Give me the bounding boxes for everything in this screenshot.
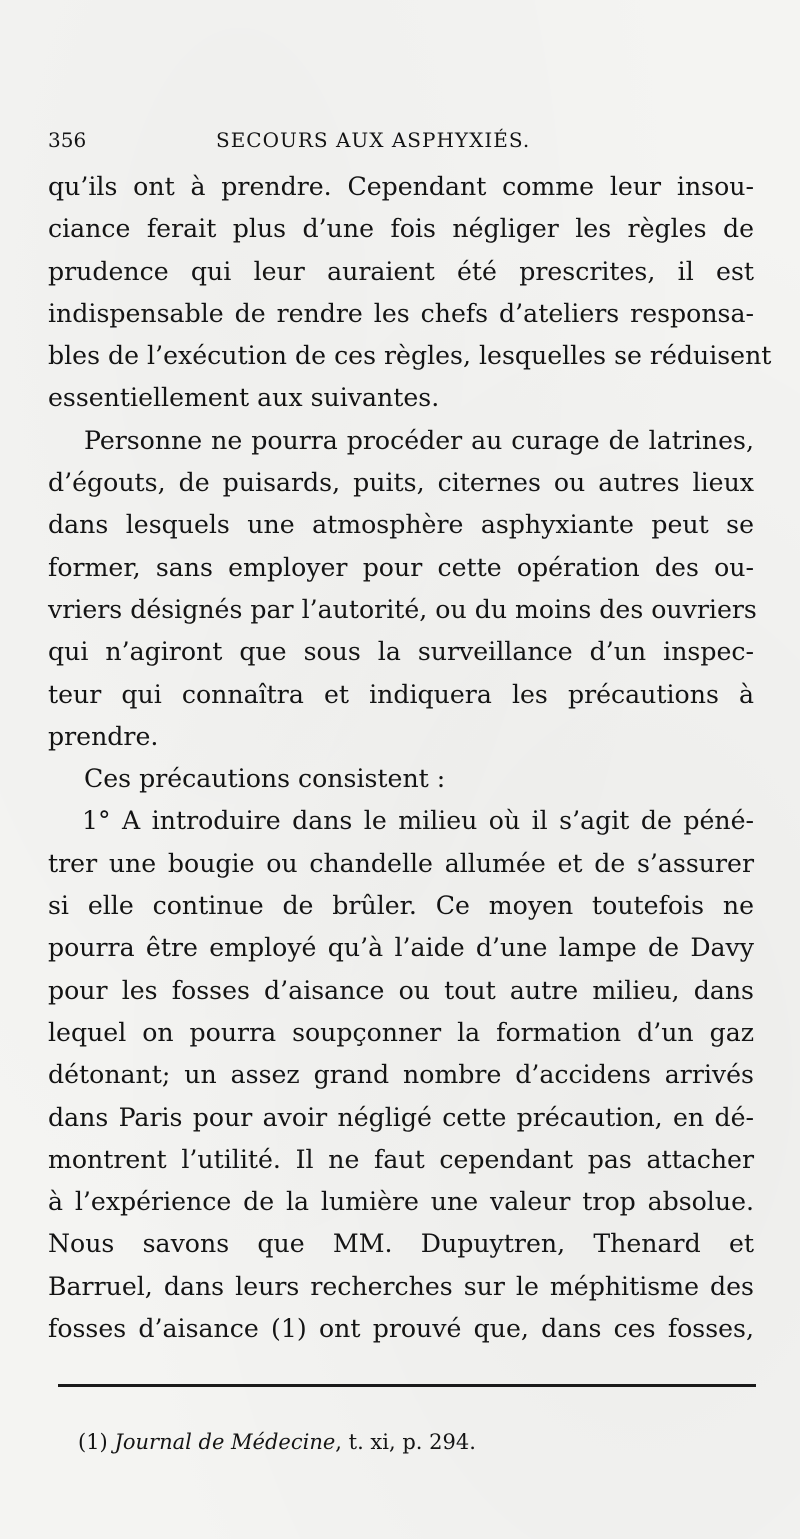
footnote bbox=[78, 1430, 476, 1454]
text-line: qui n’agiront que sous la surveillance d’un inspec- bbox=[48, 637, 754, 667]
text-line: trer une bougie ou chandelle allumée et de s’assurer bbox=[48, 848, 754, 878]
footnote-reference: , t. xi, p. 294. bbox=[335, 1430, 476, 1454]
text-line: Barruel, dans leurs recherches sur le méphitisme des bbox=[48, 1271, 754, 1301]
text-line: à l’expérience de la lumière une valeur trop absolue. bbox=[48, 1187, 754, 1217]
running-title: SECOURS AUX ASPHYXIÉS. bbox=[216, 128, 531, 152]
text-line: Nous savons que MM. Dupuytren, Thenard et bbox=[48, 1229, 754, 1259]
running-header bbox=[48, 128, 748, 158]
text-line: prudence qui leur auraient été prescrites, il est bbox=[48, 256, 754, 286]
text-line: teur qui connaîtra et indiquera les précautions à bbox=[48, 679, 754, 709]
text-line: d’égouts, de puisards, puits, citernes ou autres lieux bbox=[48, 468, 754, 498]
text-line: Personne ne pourra procéder au curage de latrines, bbox=[84, 425, 754, 455]
footnote-marker: (1) bbox=[78, 1430, 108, 1454]
text-line: essentiellement aux suivantes. bbox=[48, 383, 440, 413]
text-line: si elle continue de brûler. Ce moyen toutefois ne bbox=[48, 891, 754, 921]
text-line: pourra être employé qu’à l’aide d’une lampe de Davy bbox=[48, 933, 754, 963]
text-line: dans Paris pour avoir négligé cette précaution, en dé- bbox=[48, 1102, 754, 1132]
text-line: dans lesquels une atmosphère asphyxiante peut se bbox=[48, 510, 754, 540]
text-line: montrent l’utilité. Il ne faut cependant pas attacher bbox=[48, 1144, 754, 1174]
text-line: lequel on pourra soupçonner la formation d’un gaz bbox=[48, 1017, 754, 1047]
text-line: ciance ferait plus d’une fois négliger les règles de bbox=[48, 214, 754, 244]
text-line: pour les fosses d’aisance ou tout autre milieu, dans bbox=[48, 975, 754, 1005]
footnote-rule bbox=[58, 1384, 756, 1387]
body-text bbox=[48, 166, 772, 1350]
text-line: indispensable de rendre les chefs d’ateliers responsa- bbox=[48, 298, 754, 328]
text-line: Ces précautions consistent : bbox=[84, 764, 446, 794]
page-number: 356 bbox=[48, 128, 87, 152]
text-line: prendre. bbox=[48, 721, 159, 751]
text-line: 1° A introduire dans le milieu où il s’agit de péné- bbox=[82, 806, 754, 836]
text-line: fosses d’aisance (1) ont prouvé que, dans ces fosses, bbox=[48, 1314, 754, 1344]
text-line: qu’ils ont à prendre. Cependant comme leur insou- bbox=[48, 172, 754, 201]
text-line: bles de l’exécution de ces règles, lesquelles se réduisent bbox=[48, 341, 772, 371]
text-line: former, sans employer pour cette opération des ou- bbox=[48, 552, 754, 582]
footnote-source: Journal de Médecine bbox=[114, 1430, 336, 1454]
text-line: vriers désignés par l’autorité, ou du moins des ouvriers bbox=[48, 594, 757, 624]
text-line: détonant; un assez grand nombre d’accidens arrivés bbox=[48, 1060, 754, 1090]
